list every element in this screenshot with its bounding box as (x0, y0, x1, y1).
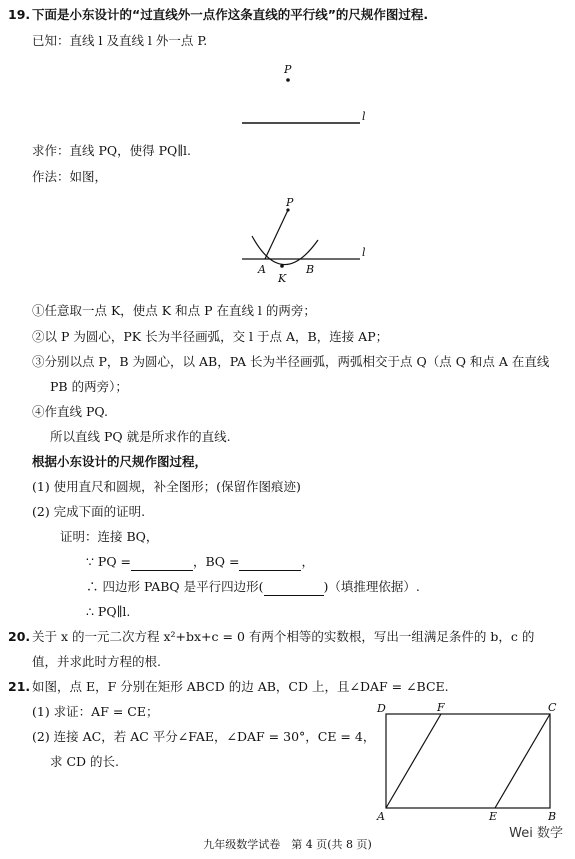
q19-step2: ②以 P 为圆心，PK 长为半径画弧，交 l 于点 A，B，连接 AP； (32, 329, 389, 344)
fig2-label-p: P (286, 196, 294, 209)
answer-blank-pq[interactable] (131, 557, 193, 571)
arc-pk (252, 236, 318, 265)
point-k-dot (280, 264, 284, 268)
q20-number: 20. (8, 629, 31, 644)
q19-number: 19. (8, 7, 31, 22)
q21-part2-line1: (2) 连接 AC，若 AC 平分∠FAE，∠DAF = 30°，CE = 4， (32, 729, 376, 744)
fig3-label-c: C (548, 701, 557, 714)
because-pq: ∵ PQ = (86, 554, 132, 569)
q19-proof-title: 证明：连接 BQ， (60, 529, 159, 544)
fig1-label-p: P (284, 63, 292, 76)
watermark: Wei 数学 (509, 826, 563, 841)
fig2-label-k: K (278, 272, 287, 285)
fig3-label-f: F (437, 701, 445, 714)
segment-af (386, 714, 441, 808)
fig2-label-l: l (362, 246, 366, 259)
point-p-dot (286, 78, 290, 82)
segment-ce (495, 714, 550, 808)
q21-part1: (1) 求证：AF = CE； (32, 704, 159, 719)
q19-therefore1-line (86, 578, 420, 596)
rectangle-abcd (386, 714, 550, 808)
q20-line2: 值，并求此时方程的根. (32, 654, 161, 669)
segment-ap (265, 210, 288, 259)
fig3-label-b: B (548, 810, 557, 823)
because-bq: ，BQ = (193, 554, 240, 569)
fig3-label-d: D (377, 702, 386, 715)
q19-because-line (86, 553, 314, 571)
page-footer: 九年级数学试卷 第 4 页(共 8 页) (203, 838, 372, 851)
q19-given: 已知：直线 l 及直线 l 外一点 P. (32, 33, 208, 48)
answer-blank-reason[interactable] (264, 582, 324, 596)
fig3-label-a: A (377, 810, 385, 823)
fig2-label-a: A (258, 263, 266, 276)
q19-figure-method (230, 196, 380, 286)
q19-conclusion: 所以直线 PQ 就是所求作的直线. (50, 429, 231, 444)
q19-according: 根据小东设计的尺规作图过程， (32, 454, 208, 469)
q19-part2: (2) 完成下面的证明. (32, 504, 146, 519)
q21-number: 21. (8, 679, 31, 694)
q19-therefore2: ∴ PQ∥l. (86, 604, 131, 619)
answer-blank-bq[interactable] (239, 557, 301, 571)
fig2-label-b: B (306, 263, 315, 276)
q19-step4: ④作直线 PQ. (32, 404, 108, 419)
therefore1-text: ∴ 四边形 PABQ 是平行四边形( (86, 579, 264, 594)
q19-method: 作法：如图， (32, 169, 108, 184)
q19-figure-given (230, 60, 380, 130)
q19-find: 求作：直线 PQ，使得 PQ∥l. (32, 143, 192, 158)
q21-rectangle-figure (372, 700, 567, 825)
q19-part1: (1) 使用直尺和圆规，补全图形；(保留作图痕迹) (32, 479, 301, 494)
fig3-label-e: E (489, 810, 498, 823)
because-comma: ， (301, 554, 314, 569)
q20-line1: 关于 x 的一元二次方程 x²+bx+c = 0 有两个相等的实数根，写出一组满足条件的 b，c 的 (32, 629, 535, 644)
q19-step1: ①任意取一点 K，使点 K 和点 P 在直线 l 的两旁； (32, 303, 316, 318)
q19-step3-line2: PB 的两旁）； (50, 379, 128, 394)
q19-step3-line1: ③分别以点 P，B 为圆心，以 AB，PA 长为半径画弧，两弧相交于点 Q（点 Q 和点 A 在直线 (32, 354, 550, 369)
fig1-label-l: l (362, 110, 366, 123)
therefore1-tail: )（填推理依据）. (323, 579, 420, 594)
q21-part2-line2: 求 CD 的长. (50, 754, 120, 769)
q19-title: 下面是小东设计的“过直线外一点作这条直线的平行线”的尺规作图过程. (32, 7, 429, 22)
q21-line1: 如图，点 E，F 分别在矩形 ABCD 的边 AB，CD 上，且∠DAF = ∠BCE. (32, 679, 449, 694)
